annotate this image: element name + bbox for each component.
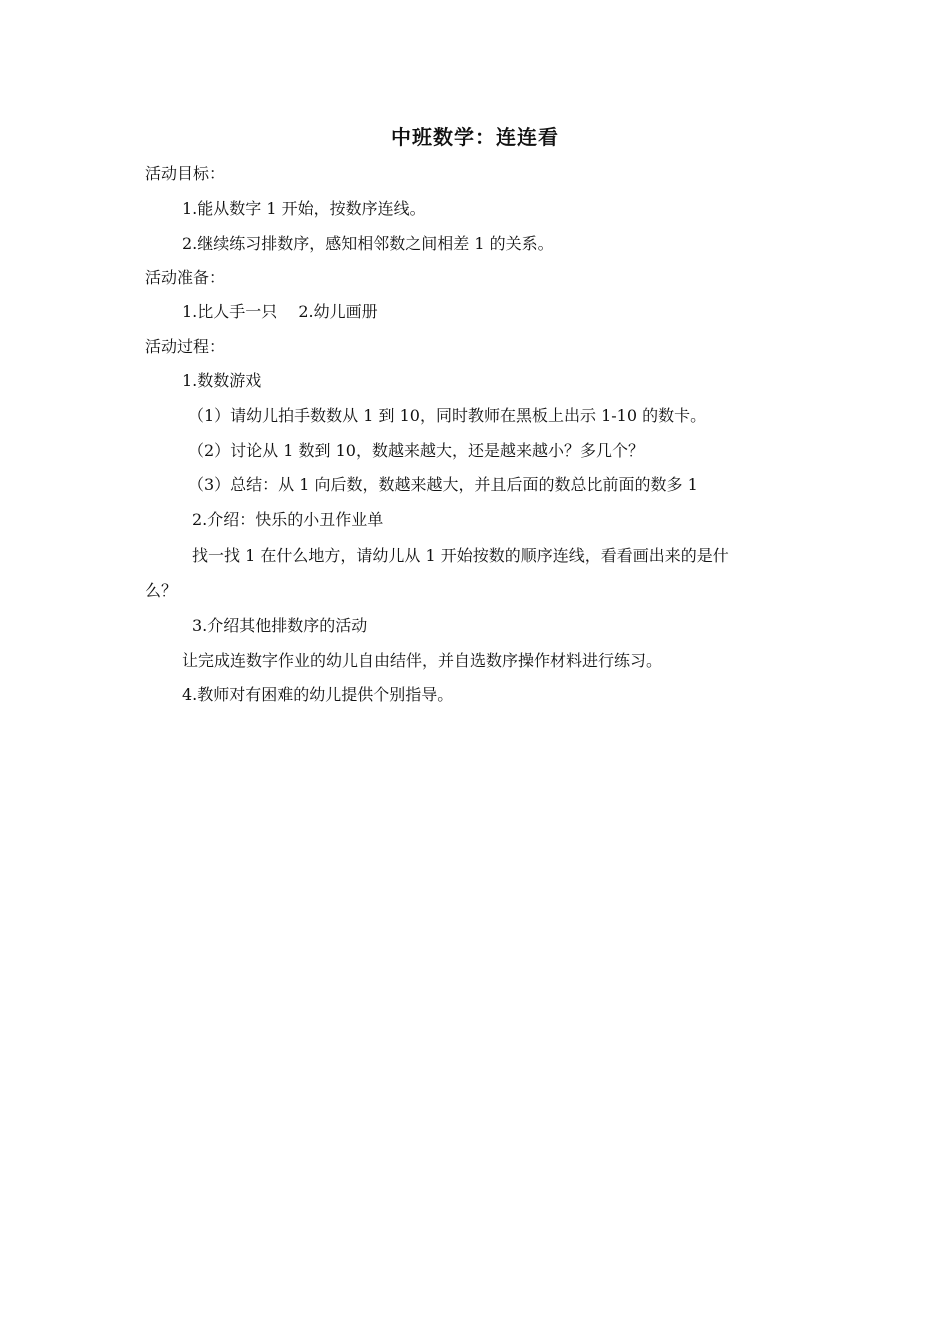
step-4-text: 4.教师对有困难的幼儿提供个别指导。 <box>182 685 454 704</box>
step-3-text: 让完成连数字作业的幼儿自由结伴，并自选数序操作材料进行练习。 <box>182 651 663 670</box>
document-title: 中班数学：连连看 <box>391 125 559 149</box>
step-3-heading: 3.介绍其他排数序的活动 <box>192 616 368 635</box>
preparation-heading: 活动准备： <box>145 268 226 287</box>
objective-2: 2.继续练习排数序，感知相邻数之间相差 1 的关系。 <box>182 234 554 253</box>
step-2-heading: 2.介绍：快乐的小丑作业单 <box>192 510 384 529</box>
step-2-text-line-2: 么？ <box>145 581 178 600</box>
objective-1: 1.能从数字 1 开始，按数序连线。 <box>182 199 426 218</box>
step-1-sub-1: （1）请幼儿拍手数数从 1 到 10，同时教师在黑板上出示 1-10 的数卡。 <box>188 406 707 425</box>
preparation-items: 1.比人手一只 2.幼儿画册 <box>182 302 378 321</box>
process-heading: 活动过程： <box>145 337 226 356</box>
objectives-heading: 活动目标： <box>145 164 226 183</box>
step-2-text-line-1: 找一找 1 在什么地方，请幼儿从 1 开始按数的顺序连线，看看画出来的是什 <box>192 546 729 565</box>
step-1-sub-3: （3）总结：从 1 向后数，数越来越大，并且后面的数总比前面的数多 1 <box>188 475 698 494</box>
step-1-heading: 1.数数游戏 <box>182 371 262 390</box>
step-1-sub-2: （2）讨论从 1 数到 10，数越来越大，还是越来越小？多几个？ <box>188 441 644 460</box>
